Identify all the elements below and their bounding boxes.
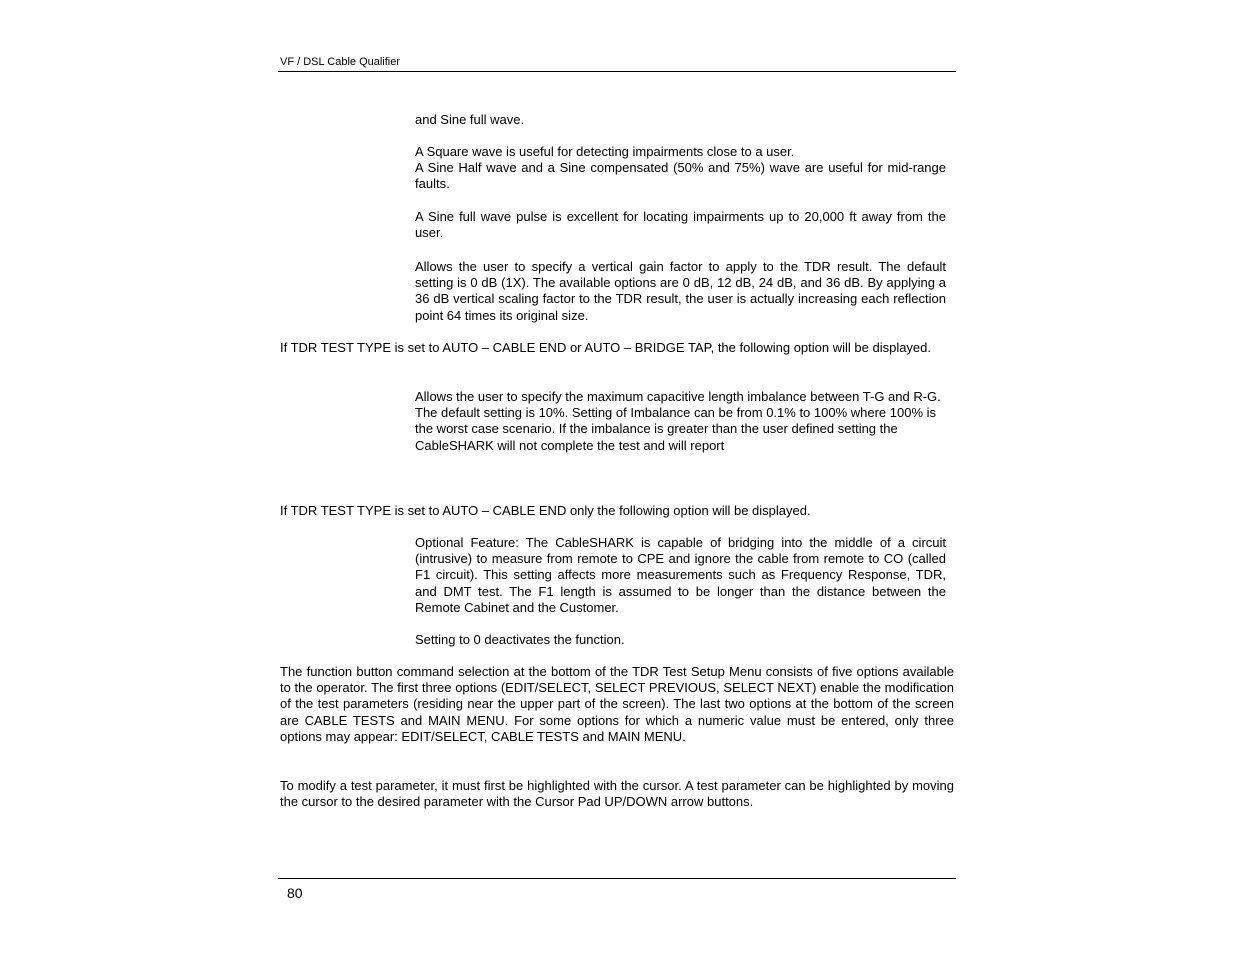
paragraph-optional-feature-f1: Optional Feature: The CableSHARK is capable of bridging into the middle of a circuit (intrusive) to measure from remote to CPE and ignore the cable from remote to CO (called F1 circuit). This setting affects more measurements such as Frequency Response, TDR, and DMT test. The F1 length is assumed to be longer than the distance between the Remote Cabinet and the Customer. xyxy=(415,535,946,615)
paragraph-setting-zero: Setting to 0 deactivates the function. xyxy=(415,632,625,647)
paragraph-tdr-type-cable-end-option: If TDR TEST TYPE is set to AUTO – CABLE END only the following option will be displayed. xyxy=(280,503,811,518)
header-divider xyxy=(278,71,956,72)
paragraph-square-wave: A Square wave is useful for detecting impairments close to a user. xyxy=(415,144,795,159)
footer-divider xyxy=(278,878,956,879)
paragraph-tdr-type-auto-option: If TDR TEST TYPE is set to AUTO – CABLE END or AUTO – BRIDGE TAP, the following option will be displayed. xyxy=(280,340,932,355)
paragraph-vertical-gain: Allows the user to specify a vertical gain factor to apply to the TDR result. The default setting is 0 dB (1X). The available options are 0 dB, 12 dB, 24 dB, and 36 dB. By applying a 36 dB vertical scaling factor to the TDR result, the user is actually increasing each reflection point 64 times its original size. xyxy=(415,259,946,323)
paragraph-capacitive-imbalance: Allows the user to specify the maximum capacitive length imbalance between T-G and R-G. The default setting is 10%. Setting of Imbalance can be from 0.1% to 100% where 100% is the worst case scenario. If the imbalance is greater than the user defined setting the CableSHARK will not complete the test and will report xyxy=(415,389,941,453)
page-number: 80 xyxy=(287,885,303,901)
running-header-title: VF / DSL Cable Qualifier xyxy=(280,56,401,68)
paragraph-sine-full-wave-pulse: A Sine full wave pulse is excellent for locating impairments up to 20,000 ft away from the user. xyxy=(415,209,946,241)
paragraph-modify-parameter: To modify a test parameter, it must first be highlighted with the cursor. A test parameter can be highlighted by moving the cursor to the desired parameter with the Cursor Pad UP/DOWN arrow buttons. xyxy=(280,778,954,810)
paragraph-sine-full-wave: and Sine full wave. xyxy=(415,112,525,127)
paragraph-function-buttons: The function button command selection at the bottom of the TDR Test Setup Menu consists of five options available to the operator. The first three options (EDIT/SELECT, SELECT PREVIOUS, SELECT NEXT) enable the modification of the test parameters (residing near the upper part of the screen). The last two options at the bottom of the screen are CABLE TESTS and MAIN MENU. For some options for which a numeric value must be entered, only three options may appear: EDIT/SELECT, CABLE TESTS and MAIN MENU. xyxy=(280,664,954,744)
paragraph-sine-half-wave: A Sine Half wave and a Sine compensated (50% and 75%) wave are useful for mid-range faults. xyxy=(415,160,946,192)
